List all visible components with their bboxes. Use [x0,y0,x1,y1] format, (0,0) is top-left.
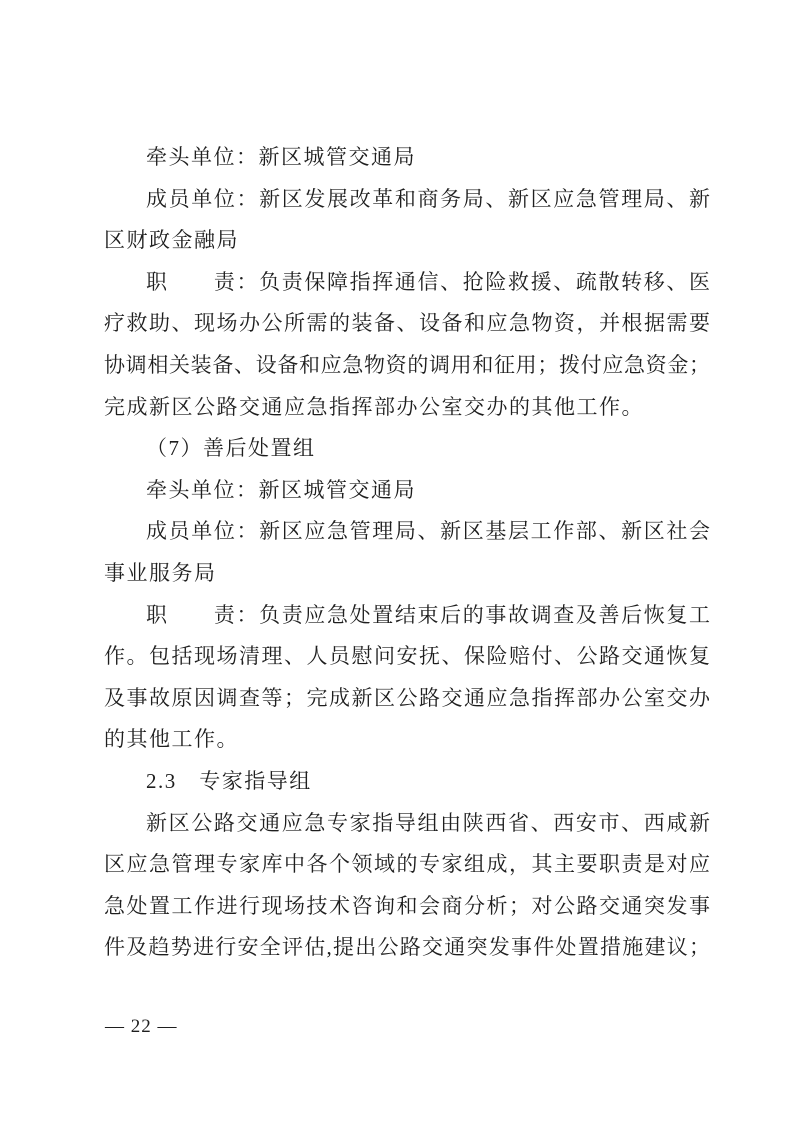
text-line-member-units-2: 区财政金融局 [104,228,239,253]
page-number: — 22 — [105,1016,178,1037]
text-line-member-units-3: 成员单位：新区应急管理局、新区基层工作部、新区社会 [146,519,710,544]
text-line-duty-4: 完成新区公路交通应急指挥部办公室交办的其他工作。 [104,394,644,419]
text-line-expert-group-2: 区应急管理专家库中各个领域的专家组成，其主要职责是对应 [104,852,710,877]
text-line-duty-3: 协调相关装备、设备和应急物资的调用和征用；拨付应急资金； [104,352,710,377]
subsection-heading-7: （7）善后处置组 [146,436,316,461]
section-heading-2-3: 2.3 专家指导组 [146,768,312,793]
text-line-expert-group-3: 急处置工作进行现场技术咨询和会商分析；对公路交通突发事 [104,893,710,918]
text-line-member-units-4: 事业服务局 [104,560,217,585]
text-line-member-units: 成员单位：新区发展改革和商务局、新区应急管理局、新 [146,186,710,211]
text-line-expert-group: 新区公路交通应急专家指导组由陕西省、西安市、西咸新 [146,810,710,835]
text-line-lead-unit-2: 牵头单位：新区城管交通局 [146,477,416,502]
text-line-lead-unit: 牵头单位：新区城管交通局 [146,145,416,169]
text-line-expert-group-4: 件及趋势进行安全评估,提出公路交通突发事件处置措施建议； [104,935,710,960]
text-line-duty-6: 作。包括现场清理、人员慰问安抚、保险赔付、公路交通恢复 [104,644,710,669]
text-line-duty-7: 及事故原因调查等；完成新区公路交通应急指挥部办公室交办 [104,685,710,710]
text-line-duty-2: 疗救助、现场办公所需的装备、设备和应急物资，并根据需要 [104,311,710,336]
text-line-duty-5: 职 责：负责应急处置结束后的事故调查及善后恢复工 [146,602,710,627]
text-line-duty: 职 责：负责保障指挥通信、抢险救援、疏散转移、医 [146,269,710,294]
text-line-duty-8: 的其他工作。 [104,727,239,752]
document-body [104,137,710,969]
